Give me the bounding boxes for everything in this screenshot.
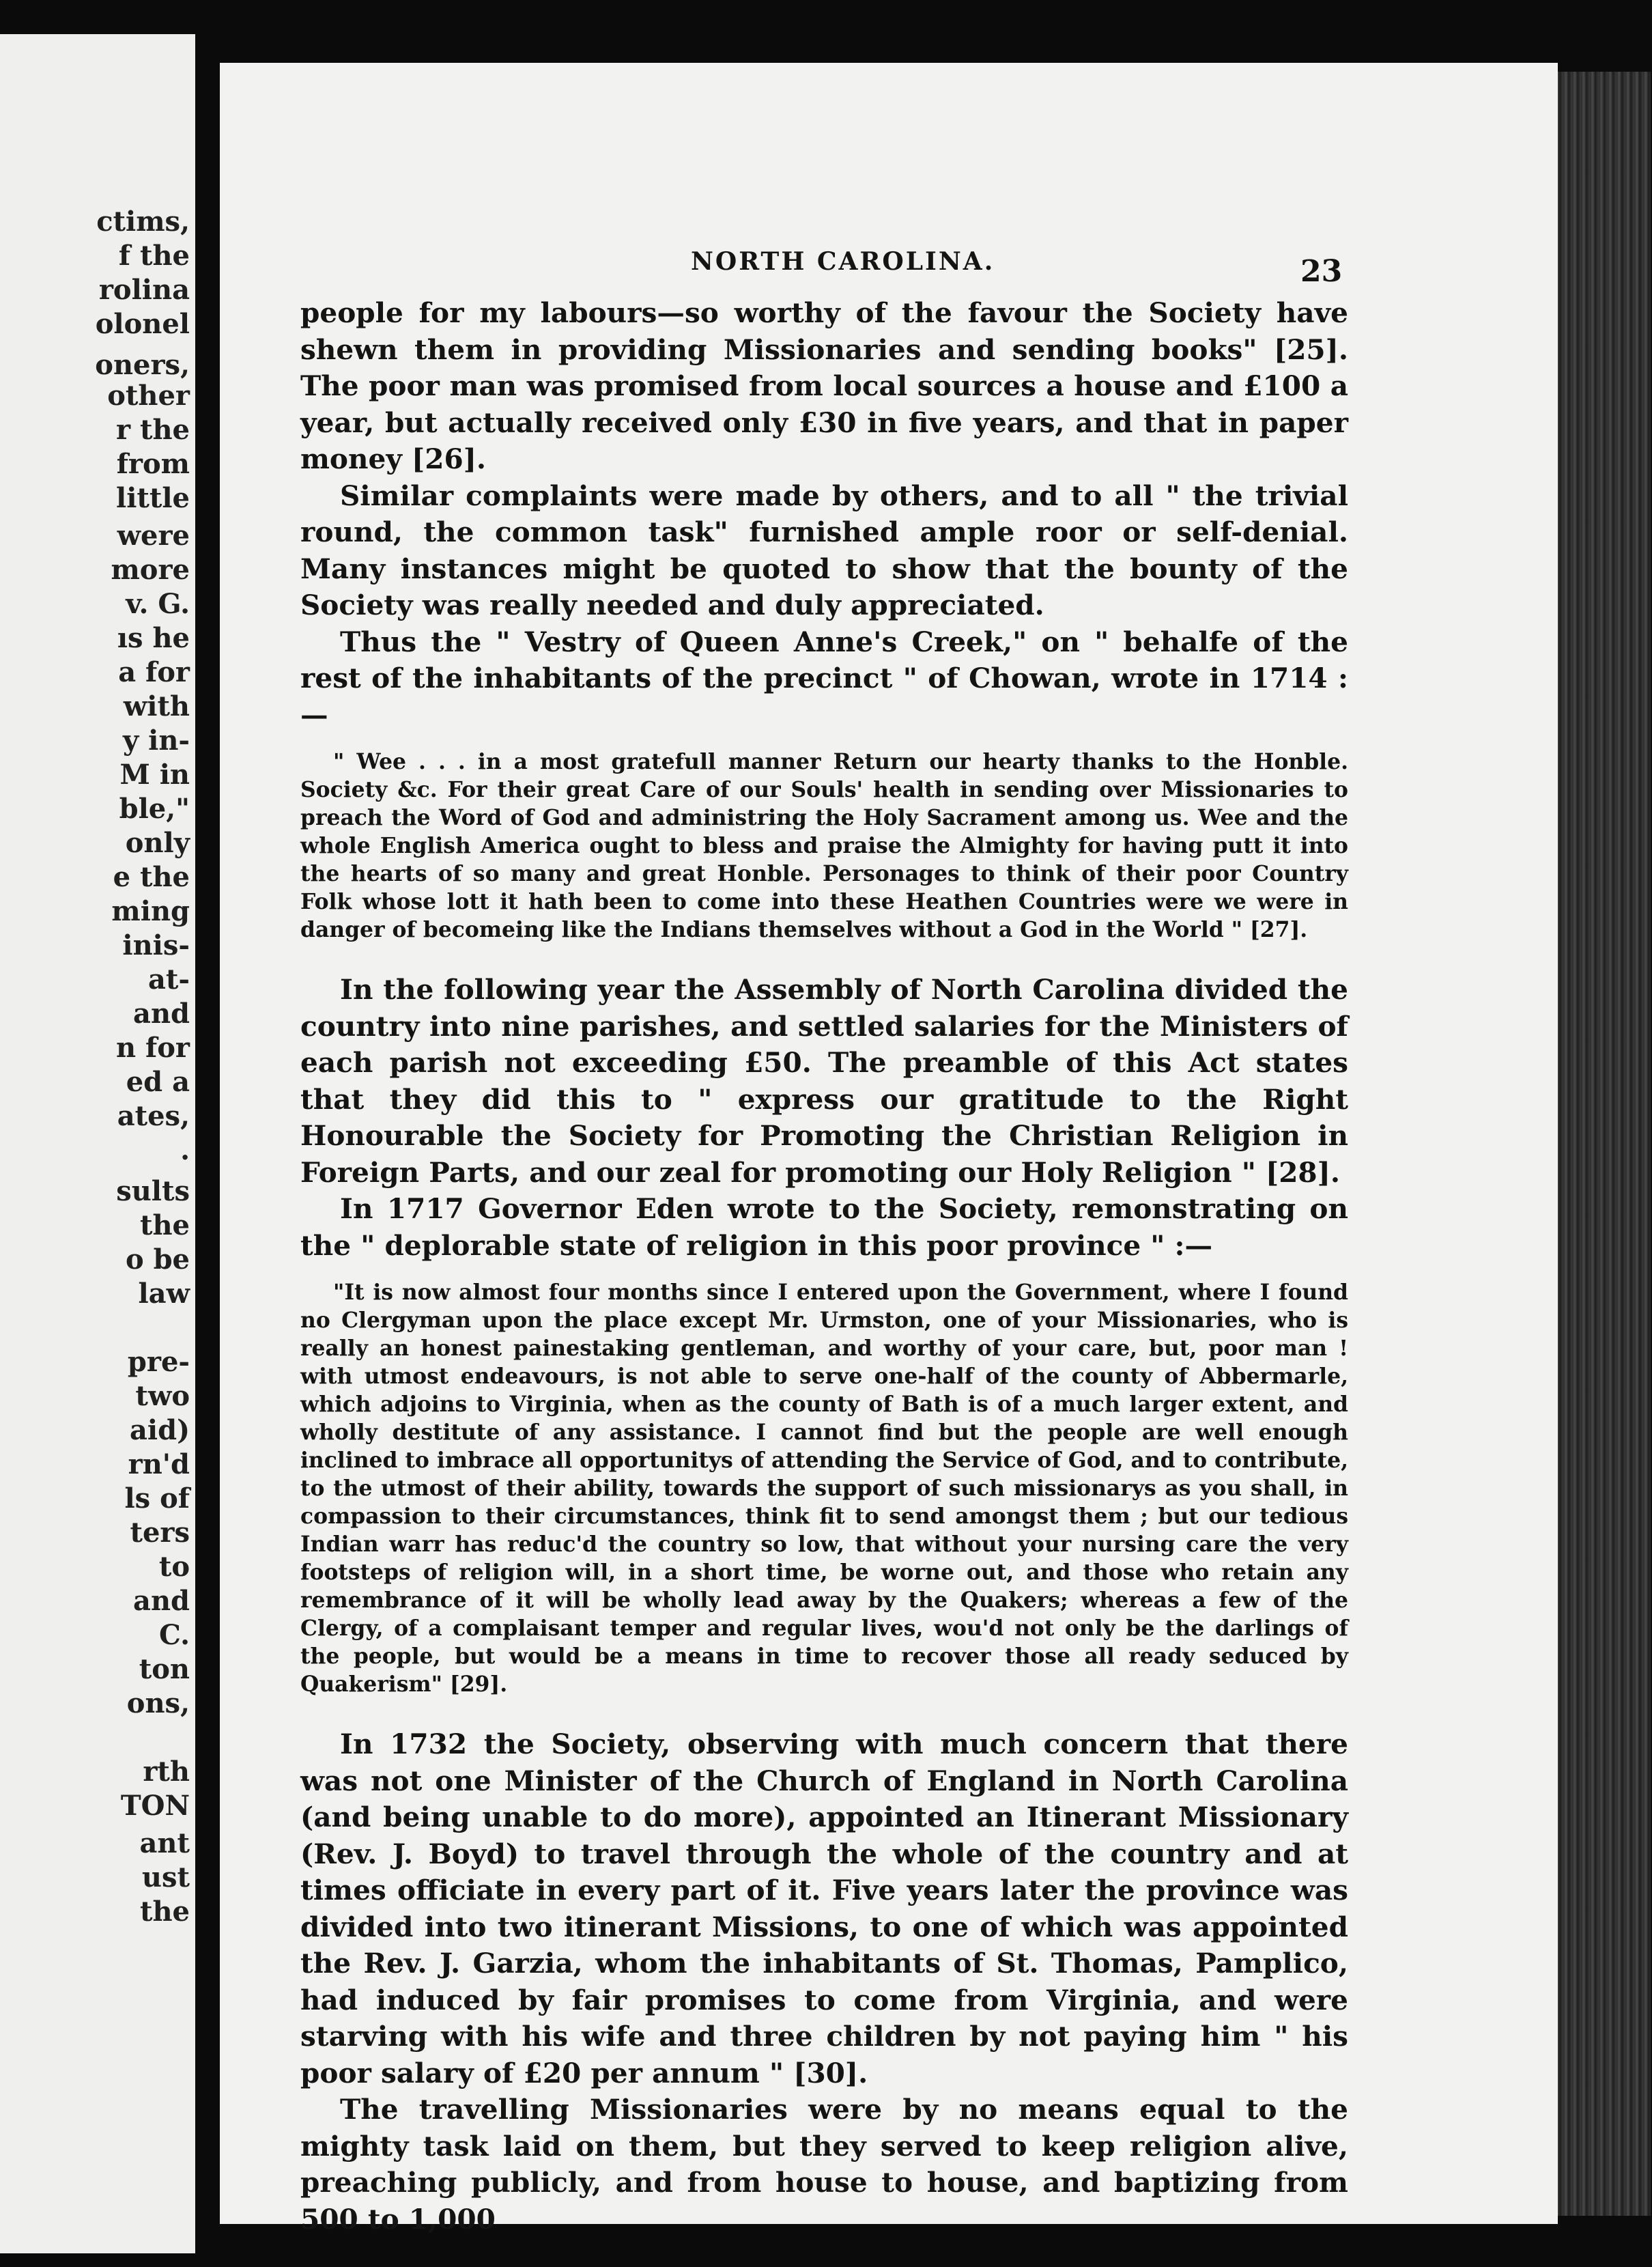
left-page-line-fragment: r the (115, 414, 190, 446)
paragraph-continuation: people for my labours—so worthy of the favour the Society have shewn them in providing Missionaries and sending books" [25]. The poor man was promised from local sources a house and £100 a year, but actually received only £30 in five years, and that in paper money [26]. (300, 296, 1348, 475)
spacer (300, 944, 1348, 972)
quote-vestry-letter: " Wee . . . in a most gratefull manner Return our hearty thanks to the Honble. Society &c. For their great Care of our Souls' health in sending over Missionaries to preach the Word of God and administring the Holy Sacrament among us. Wee and the whole English America ought to bless and praise the Almighty for having putt it into the hearts of so many and great Honble. Personages to think of their poor Country Folk whose lott it hath been to come into these Heathen Countries were we were in danger of becomeing like the Indians themselves without a God in the World " [27]. (300, 750, 1348, 942)
paragraph-assembly: In the following year the Assembly of North Carolina divided the country into nine parishes, and settled salaries for the Ministers of each parish not exceeding £50. The preamble of this Act states that they did this to " express our gratitude to the Right Honourable the Society for Promoting the Christian Religion in Foreign Parts, and our zeal for promoting our Holy Religion " [28]. (300, 973, 1348, 1189)
left-page-line-fragment: olonel (95, 308, 190, 340)
left-page-line-fragment: ming (111, 895, 190, 927)
left-page-line-fragment: rolina (98, 274, 190, 306)
left-page-line-fragment: n for (116, 1032, 190, 1064)
quote-governor-letter: "It is now almost four months since I entered upon the Government, where I found no Clergyman upon the place except Mr. Urmston, one of your Missionaries, who is really an honest painestaking gentleman, and worthy of your care, but, poor man ! with utmost endeavours, is not able to serve one-half of the county of Abbermarle, which adjoins to Virginia, when as the county of Bath is of a much larger extent, and wholly destitute of any assistance. I cannot find but the people are well enough inclined to imbrace all opportunitys of attending the Service of God, and to contribute, to the utmost of their ability, towards the support of such missionarys as you shall, in compassion to their circumstances, think fit to send amongst them ; but our tedious Indian warr has reduc'd the country so low, that without your nursing care the very footsteps of religion will, in a short time, be worne out, and those who retain any remembrance of it will be wholly lead away by the Quakers; whereas a few of the Clergy, of a complaisant temper and regular lives, wou'd not only be the darlings of the people, but would be a means in time to recover those all ready seduced by Quakerism" [29]. (300, 1280, 1348, 1697)
left-page-line-fragment: y in- (122, 724, 190, 757)
facing-page-left (0, 34, 195, 2253)
spacer (300, 733, 1348, 748)
left-page-line-fragment: to (158, 1551, 190, 1583)
running-head: NORTH CAROLINA. (691, 247, 995, 276)
left-page-line-fragment: with (123, 690, 190, 722)
left-page-line-fragment: little (116, 482, 190, 514)
left-page-line-fragment: law (138, 1278, 190, 1310)
left-page-line-fragment: only (125, 827, 190, 859)
left-page-line-fragment: and (133, 998, 190, 1030)
left-page-line-fragment: ls of (124, 1482, 190, 1515)
spacer (300, 1264, 1348, 1279)
left-page-line-fragment: other (107, 380, 190, 412)
left-page-line-fragment: f the (118, 240, 190, 272)
paragraph-travelling-missionaries: The travelling Missionaries were by no means equal to the mighty task laid on them, but they served to keep religion alive, preaching publicly, and from house to house, and baptizing from 500 to 1,000 (300, 2093, 1348, 2236)
paragraph-1732: In 1732 the Society, observing with much concern that there was not one Minister of the Church of England in North Carolina (and being unable to do more), appointed an Itinerant Missionary (Rev. J. Boyd) to travel through the whole of the country and at times officiate in every part of it. Five years later the province was divided into two itinerant Missions, to one of which was appointed the Rev. J. Garzia, whom the inhabitants of St. Thomas, Pamplico, had induced by fair promises to come from Virginia, and were starving with his wife and three children by not paying him " his poor salary of £20 per annum " [30]. (300, 1728, 1348, 2089)
left-page-line-fragment: oners, (95, 349, 190, 381)
book-page (220, 63, 1558, 2236)
left-page-line-fragment: v. G. (126, 588, 190, 620)
left-page-line-fragment: aid) (129, 1414, 190, 1446)
left-page-line-fragment: C. (158, 1619, 190, 1651)
left-page-line-fragment: two (135, 1380, 190, 1412)
left-page-line-fragment: were (117, 520, 190, 552)
spacer (300, 1699, 1348, 1726)
left-page-line-fragment: e the (113, 861, 190, 893)
left-page-line-fragment: o be (125, 1243, 190, 1276)
left-page-line-fragment: M in (119, 759, 190, 791)
left-page-line-fragment: ctims, (96, 206, 190, 238)
left-page-line-fragment: ble," (119, 793, 190, 825)
paragraph-complaints: Similar complaints were made by others, and to all " the trivial round, the common task" furnished ample roor or self-denial. Many instances might be quoted to show that the bounty of the Society was really needed and duly appreciated. (300, 479, 1348, 621)
page-header (220, 247, 1558, 288)
left-page-line-fragment: . (180, 1134, 190, 1166)
left-page-line-fragment: more (111, 554, 190, 586)
paragraph-vestry: Thus the " Vestry of Queen Anne's Creek," on " behalfe of the rest of the inhabitants of the precinct " of Chowan, wrote in 1714 :— (300, 625, 1348, 731)
left-page-line-fragment: at- (148, 963, 190, 996)
left-page-line-fragment: sults (116, 1175, 190, 1207)
left-page-line-fragment: ed a (126, 1066, 190, 1098)
left-page-line-fragment: TON (120, 1790, 190, 1822)
left-page-line-fragment: the (139, 1209, 190, 1241)
left-page-line-fragment: inis- (122, 929, 190, 961)
left-page-line-fragment: ant (139, 1827, 190, 1859)
left-page-line-fragment: a for (118, 656, 190, 688)
left-page-line-fragment: ons, (126, 1687, 190, 1719)
left-page-line-fragment: ates, (117, 1100, 190, 1132)
left-page-line-fragment: from (116, 448, 190, 480)
left-page-line-fragment: pre- (127, 1346, 190, 1378)
left-page-line-fragment: ıs he (117, 622, 190, 654)
page-body (300, 295, 1348, 2238)
left-page-line-fragment: the (139, 1896, 190, 1928)
left-page-line-fragment: and (133, 1585, 190, 1617)
left-page-line-fragment: ust (141, 1861, 190, 1893)
left-page-line-fragment: rth (143, 1756, 190, 1788)
left-page-line-fragment: rn'd (128, 1448, 190, 1480)
page-number: 23 (1300, 254, 1343, 289)
paragraph-governor-eden: In 1717 Governor Eden wrote to the Society, remonstrating on the " deplorable state of religion in this poor province " :— (300, 1192, 1348, 1262)
left-page-line-fragment: ton (139, 1653, 190, 1685)
left-page-line-fragment: ters (130, 1517, 190, 1549)
